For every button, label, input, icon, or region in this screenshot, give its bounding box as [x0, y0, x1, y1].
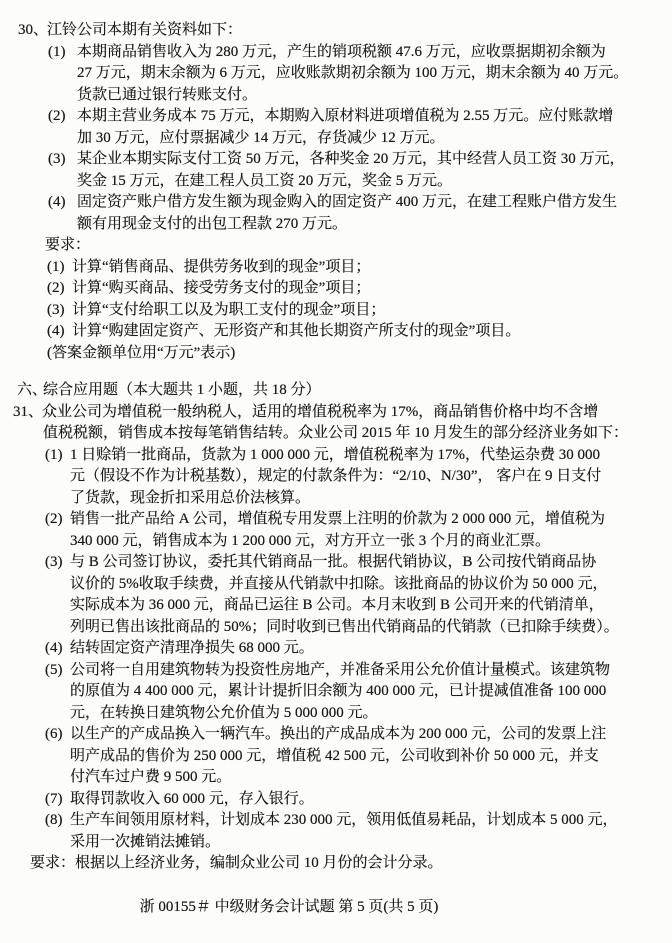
- question-31-intro: 值税税额，销售成本按每笔销售结转。众业公司 2015 年 10 月发生的部分经济业务如下：: [43, 425, 629, 441]
- section-6-title: 综合应用题（本大题共 1 小题，共 18 分）: [43, 382, 321, 398]
- q31-item-1-text: 1 日赊销一批商品，货款为 1 000 000 元，增值税税率为 17%，代垫运杂费 30 000: [70, 446, 600, 463]
- page-footer-text: 浙 00155＃ 中级财务会计试题 第 5 页(共 5 页): [139, 898, 439, 915]
- q31-item-1-text: 了货款，现金折扣采用总价法核算。: [70, 489, 311, 506]
- q31-item-2-text: 销售一批产品给 A 公司，增值税专用发票上注明的价款为 2 000 000 元，增值税为: [70, 511, 606, 527]
- section-6-heading: [0, 380, 672, 402]
- q31-item-3-text: 议价的 5%收取手续费，并直接从代销款中扣除。该批商品的协议价为 50 000 元，: [70, 575, 608, 592]
- q30-item-3-number: (3): [48, 151, 66, 167]
- q31-item-1-number: (1): [45, 446, 63, 463]
- q31-item-3-line-2: [0, 574, 672, 596]
- q30-requirement-2: [0, 278, 672, 300]
- q31-item-5-line-3: [0, 703, 672, 725]
- q30-item-1-number: (1): [48, 43, 66, 60]
- q30-item-2-text: 加 30 万元，应付票据减少 14 万元，存货减少 12 万元。: [77, 129, 445, 146]
- section-6-number: 六、: [17, 382, 48, 398]
- question-31-number: 31、: [13, 403, 44, 420]
- q31-item-7-number: (7): [45, 790, 63, 807]
- q30-answer-unit-note-text: (答案金额单位用“万元”表示): [47, 344, 236, 361]
- question-30-heading: [0, 20, 672, 42]
- q31-item-8-line-2: [0, 832, 672, 854]
- question-31-intro: 众业公司为增值税一般纳税人，适用的增值税税率为 17%，商品销售价格中均不含增: [42, 403, 599, 420]
- q30-answer-unit-note: [0, 343, 672, 365]
- q31-item-6-line-1: [0, 724, 672, 746]
- q31-item-3-text: 列明已售出该批商品的 50%；同时收到已售出代销商品的代销款（已扣除手续费）。: [70, 618, 619, 635]
- q31-item-1-line-1: [0, 445, 672, 467]
- q30-item-4-line-1: [0, 192, 672, 214]
- q31-item-5-text: 公司将一自用建筑物转为投资性房地产，并准备采用公允价值计量模式。该建筑物: [70, 661, 611, 678]
- q30-item-1-text: 本期商品销售收入为 280 万元，产生的销项税额 47.6 万元，应收票据期初余额为: [77, 43, 606, 60]
- page-footer: [0, 897, 578, 919]
- q31-item-5-text: 的原值为 4 400 000 元，累计计提折旧余额为 400 000 元，已计提减值准备 100 000: [70, 683, 607, 699]
- q30-requirement-4-number: (4): [47, 323, 65, 339]
- q30-item-3-line-2: [0, 171, 672, 193]
- q30-item-4-text: 固定资产账户借方发生额为现金购入的固定资产 400 万元，在建工程账户借方发生: [77, 194, 618, 210]
- q31-requirement: [0, 853, 672, 875]
- q30-requirement-1-text: 计算“销售商品、提供劳务收到的现金”项目；: [72, 258, 371, 275]
- q31-item-2-text: 340 000 元，销售成本为 1 200 000 元，对方开立一张 3 个月的商业汇票。: [70, 532, 551, 549]
- q30-item-2-text: 本期主营业务成本 75 万元，本期购入原材料进项增值税为 2.55 万元。应付账款增: [77, 108, 614, 124]
- q31-item-6-text: 明产成品的售价为 250 000 元，增值税 42 500 元，公司收到补价 50 000 元，并支: [70, 747, 599, 764]
- q30-requirement-3-text: 计算“支付给职工以及为职工支付的现金”项目；: [72, 301, 386, 318]
- q30-item-1-line-3: [0, 85, 672, 107]
- q30-item-2-line-2: [0, 128, 672, 150]
- q31-item-4-line-1: [0, 638, 672, 660]
- q30-requirement-3: [0, 300, 672, 322]
- q30-item-1-line-1: [0, 42, 672, 64]
- question-30-intro: 江铃公司本期有关资料如下：: [47, 22, 243, 38]
- q31-item-6-line-3: [0, 767, 672, 789]
- q31-item-2-number: (2): [45, 511, 63, 527]
- q31-item-6-text: 以生产的产成品换入一辆汽车。换出的产成品成本为 200 000 元，公司的发票上注: [70, 726, 607, 742]
- q30-requirement-2-number: (2): [47, 280, 65, 296]
- q31-item-5-line-2: [0, 681, 672, 703]
- q30-requirement-1: [0, 257, 672, 279]
- q30-item-1-text: 货款已通过银行转账支付。: [77, 86, 258, 103]
- question-31-heading: [0, 402, 672, 424]
- q30-item-3-line-1: [0, 149, 672, 171]
- q31-item-4-number: (4): [45, 640, 63, 656]
- q30-item-3-text: 某企业本期实际支付工资 50 万元，各种奖金 20 万元，其中经营人员工资 30 万元，: [77, 151, 625, 167]
- q31-item-7-line-1: [0, 789, 672, 811]
- q31-item-1-line-2: [0, 466, 672, 488]
- q31-item-3-line-3: [0, 595, 672, 617]
- q30-requirements-label: [0, 235, 672, 257]
- q31-item-7-text: 取得罚款收入 60 000 元，存入银行。: [70, 790, 314, 807]
- q31-item-6-number: (6): [45, 726, 63, 742]
- q30-item-4-line-2: [0, 214, 672, 236]
- q31-item-5-text: 元，在转换日建筑物公允价值为 5 000 000 元。: [70, 704, 378, 721]
- q31-item-5-number: (5): [45, 661, 63, 678]
- q30-requirement-4-text: 计算“购建固定资产、无形资产和其他长期资产所支付的现金”项目。: [72, 323, 521, 339]
- q31-requirement-text: 根据以上经济业务，编制众业公司 10 月份的会计分录。: [75, 855, 443, 871]
- q31-item-3-number: (3): [45, 554, 63, 570]
- q30-requirement-3-number: (3): [47, 301, 65, 318]
- q30-requirement-4: [0, 321, 672, 343]
- q31-item-3-line-1: [0, 552, 672, 574]
- q30-requirement-2-text: 计算“购买商品、接受劳务支付的现金”项目；: [72, 280, 371, 296]
- question-31-intro-line-2: [0, 423, 672, 445]
- q31-item-8-number: (8): [45, 812, 63, 828]
- q31-item-3-text: 与 B 公司签订协议，委托其代销商品一批。根据代销协议，B 公司按代销商品协: [70, 554, 597, 570]
- q31-item-1-text: 元（假设不作为计税基数），规定的付款条件为：“2/10、N/30”， 客户在 9 日支付: [70, 468, 602, 484]
- q31-item-2-line-1: [0, 509, 672, 531]
- q31-item-8-text: 采用一次摊销法摊销。: [70, 833, 221, 850]
- q31-item-2-line-2: [0, 531, 672, 553]
- q30-item-1-text: 27 万元，期末余额为 6 万元，应收账款期初余额为 100 万元，期末余额为 40 万元。: [77, 65, 629, 81]
- q31-item-8-text: 生产车间领用原材料，计划成本 230 000 元，领用低值易耗品，计划成本 5 000 元，: [70, 812, 618, 828]
- q30-item-4-text: 额有用现金支付的出包工程款 270 万元。: [77, 215, 348, 232]
- q31-requirement-label: 要求：: [30, 855, 76, 871]
- q31-item-6-line-2: [0, 746, 672, 768]
- q30-item-2-number: (2): [48, 108, 66, 124]
- q31-item-1-line-3: [0, 488, 672, 510]
- q31-item-6-text: 付汽车过户费 9 500 元。: [70, 769, 232, 785]
- q30-item-4-number: (4): [48, 194, 66, 210]
- q30-item-1-line-2: [0, 63, 672, 85]
- q31-item-8-line-1: [0, 810, 672, 832]
- q30-item-2-line-1: [0, 106, 672, 128]
- q31-item-4-text: 结转固定资产清理净损失 68 000 元。: [70, 640, 314, 656]
- question-30-number: 30、: [18, 22, 49, 38]
- q30-item-3-text: 奖金 15 万元，在建工程人员工资 20 万元，奖金 5 万元。: [77, 172, 453, 189]
- q30-requirement-1-number: (1): [47, 258, 65, 275]
- q30-requirements-label-text: 要求：: [45, 237, 91, 253]
- q31-item-3-line-4: [0, 617, 672, 639]
- q31-item-5-line-1: [0, 660, 672, 682]
- q31-item-3-text: 实际成本为 36 000 元，商品已运往 B 公司。本月末收到 B 公司开来的代销清单，: [70, 597, 604, 613]
